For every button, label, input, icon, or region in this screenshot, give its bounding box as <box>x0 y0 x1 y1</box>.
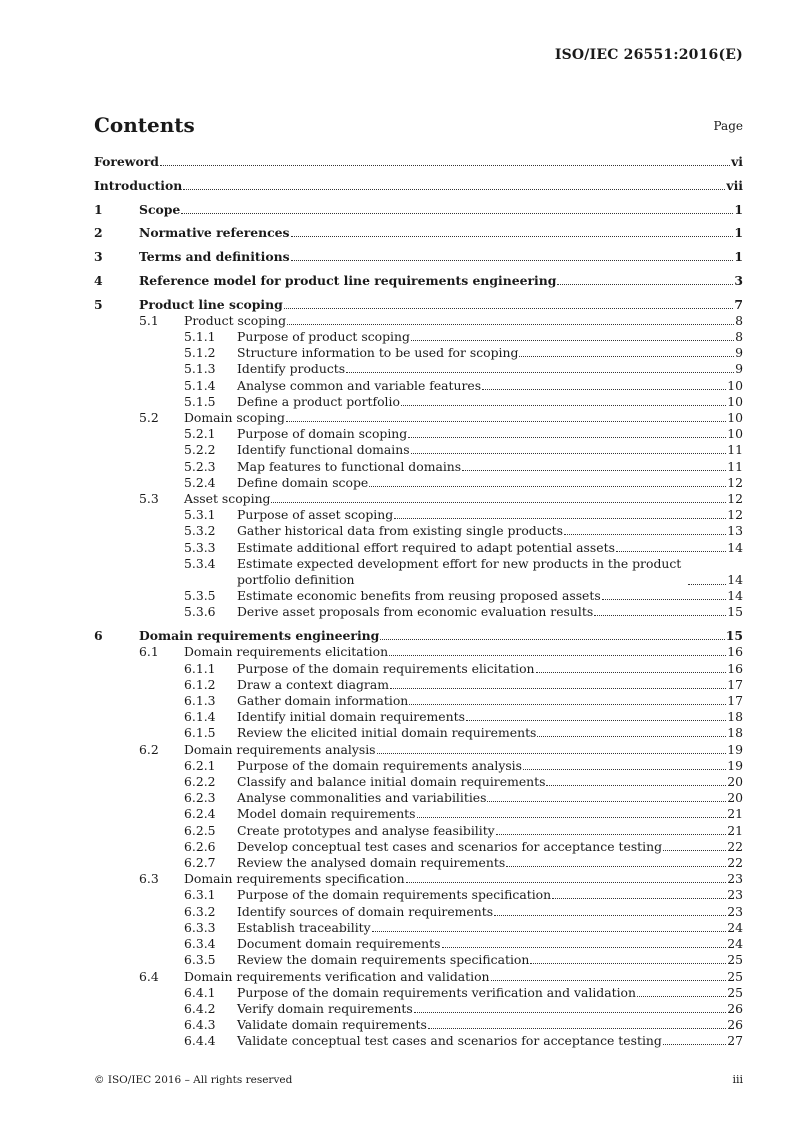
toc-entry[interactable] <box>94 523 743 539</box>
toc-entry-number: 6.1 <box>139 644 159 660</box>
toc-entry-number: 6.2.4 <box>184 806 216 822</box>
toc-spacer <box>94 194 743 202</box>
toc-entry-page: 10 <box>727 393 743 409</box>
toc-dot-leader <box>372 931 727 932</box>
toc-entry-number: 5.2.2 <box>184 442 216 458</box>
toc-entry-number: 6.3.4 <box>184 936 216 952</box>
toc-entry[interactable] <box>94 361 743 377</box>
toc-entry-number: 6.4.2 <box>184 1000 216 1016</box>
toc-entry-title: Product line scoping <box>139 296 283 312</box>
toc-entry[interactable] <box>94 709 743 725</box>
toc-entry[interactable] <box>94 871 743 887</box>
toc-entry-title: Identify initial domain requirements <box>237 709 465 725</box>
toc-entry-title: Create prototypes and analyse feasibility <box>237 822 495 838</box>
toc-entry-page: 20 <box>727 790 743 806</box>
toc-spacer <box>94 621 743 629</box>
toc-entry-page: 18 <box>727 725 743 741</box>
toc-dot-leader <box>594 615 726 616</box>
toc-entry[interactable] <box>94 507 743 523</box>
toc-entry[interactable] <box>94 1017 743 1033</box>
toc-entry[interactable] <box>94 345 743 361</box>
toc-entry-number: 2 <box>94 225 103 241</box>
toc-entry[interactable] <box>94 491 743 507</box>
toc-entry-page: 14 <box>727 539 743 555</box>
toc-entry-number: 6.2.7 <box>184 855 216 871</box>
toc-entry-title: Purpose of the domain requirements verification and validation <box>237 984 636 1000</box>
toc-entry-title: Validate conceptual test cases and scenarios for acceptance testing <box>237 1033 662 1049</box>
toc-entry-number: 5.1.1 <box>184 328 216 344</box>
toc-entry[interactable] <box>94 556 743 588</box>
toc-dot-leader <box>462 470 726 471</box>
toc-entry-page: 1 <box>734 249 743 265</box>
toc-entry-page: 15 <box>725 628 743 644</box>
toc-dot-leader <box>389 655 726 656</box>
toc-entry-title: Define a product portfolio <box>237 393 400 409</box>
toc-entry-title: Purpose of domain scoping <box>237 426 408 442</box>
toc-entry-page: 23 <box>727 903 743 919</box>
toc-entry[interactable] <box>94 178 743 194</box>
toc-spacer <box>94 170 743 178</box>
toc-entry-page: 8 <box>735 312 743 328</box>
toc-entry[interactable] <box>94 725 743 741</box>
toc-entry[interactable] <box>94 249 743 265</box>
toc-entry-title: Model domain requirements <box>237 806 416 822</box>
toc-dot-leader <box>491 980 727 981</box>
toc-entry-title: Verify domain requirements <box>237 1000 413 1016</box>
toc-entry-number: 6.3.5 <box>184 952 216 968</box>
toc-entry-number: 3 <box>94 249 103 265</box>
toc-dot-leader <box>602 599 726 600</box>
toc-entry-title: Draw a context diagram <box>237 676 389 692</box>
toc-dot-leader <box>564 534 726 535</box>
toc-dot-leader <box>487 801 726 802</box>
toc-dot-leader <box>637 996 726 997</box>
toc-entry-number: 6.3 <box>139 871 159 887</box>
toc-entry-number: 6.2.1 <box>184 757 216 773</box>
toc-entry-number: 6.4.4 <box>184 1033 216 1049</box>
toc-entry-page: 12 <box>727 474 743 490</box>
contents-heading: Contents <box>94 113 195 137</box>
toc-entry-number: 6.3.2 <box>184 903 216 919</box>
toc-entry[interactable] <box>94 540 743 556</box>
toc-entry-title: Product scoping <box>184 312 287 328</box>
toc-dot-leader <box>663 1044 726 1045</box>
toc-entry-number: 6.1.4 <box>184 709 216 725</box>
toc-entry-number: 5 <box>94 296 103 312</box>
toc-entry[interactable] <box>94 313 743 329</box>
toc-dot-leader <box>401 405 726 406</box>
toc-entry-title: Gather historical data from existing single products <box>237 523 563 539</box>
toc-dot-leader <box>411 453 727 454</box>
toc-dot-leader <box>663 850 726 851</box>
toc-spacer <box>94 265 743 273</box>
toc-entry[interactable] <box>94 442 743 458</box>
toc-entry-title: Identify sources of domain requirements <box>237 903 494 919</box>
toc-entry-number: 6.4 <box>139 968 159 984</box>
toc-entry[interactable] <box>94 952 743 968</box>
toc-entry-title: Purpose of the domain requirements elicitation <box>237 660 535 676</box>
toc-entry[interactable] <box>94 855 743 871</box>
toc-entry-title: Define domain scope <box>237 474 369 490</box>
toc-dot-leader <box>482 389 726 390</box>
toc-dot-leader <box>287 324 734 325</box>
toc-entry[interactable] <box>94 823 743 839</box>
toc-dot-leader <box>408 437 726 438</box>
toc-entry[interactable] <box>94 154 743 170</box>
toc-dot-leader <box>428 1028 726 1029</box>
toc-entry[interactable] <box>94 806 743 822</box>
toc-entry-number: 6.2.3 <box>184 790 216 806</box>
toc-entry-title: Map features to functional domains <box>237 458 462 474</box>
toc-entry-page: 17 <box>727 676 743 692</box>
toc-entry[interactable] <box>94 904 743 920</box>
toc-dot-leader <box>346 372 734 373</box>
toc-entry-title: Domain requirements elicitation <box>184 644 389 660</box>
toc-entry-title: Derive asset proposals from economic evaluation results <box>237 604 594 620</box>
toc-entry-page: 27 <box>727 1033 743 1049</box>
toc-entry-number: 6.2.6 <box>184 838 216 854</box>
toc-dot-leader <box>377 753 727 754</box>
toc-entry-page: 10 <box>727 377 743 393</box>
toc-entry-number: 6.1.1 <box>184 660 216 676</box>
toc-dot-leader <box>557 284 733 285</box>
toc-entry-page: 10 <box>727 410 743 425</box>
toc-dot-leader <box>380 639 724 640</box>
toc-entry-page: 8 <box>735 328 743 344</box>
toc-dot-leader <box>417 817 727 818</box>
standard-identifier: ISO/IEC 26551:2016(E) <box>554 47 743 63</box>
toc-entry-page: 22 <box>727 838 743 854</box>
toc-entry-title: Introduction <box>94 177 183 193</box>
toc-dot-leader <box>496 834 727 835</box>
toc-entry-number: 6 <box>94 628 103 644</box>
toc-entry-title: Structure information to be used for scoping <box>237 345 519 361</box>
toc-entry-title: Purpose of the domain requirements analysis <box>237 757 523 773</box>
toc-entry-page: 20 <box>727 774 743 790</box>
toc-entry-number: 6.2.5 <box>184 822 216 838</box>
toc-entry-title: Estimate additional effort required to adapt potential assets <box>237 539 615 555</box>
toc-entry[interactable] <box>94 297 743 313</box>
toc-entry-title: Domain scoping <box>184 410 285 425</box>
toc-entry[interactable] <box>94 459 743 475</box>
toc-entry-page: 25 <box>727 968 743 984</box>
toc-entry[interactable] <box>94 790 743 806</box>
toc-entry-page: 3 <box>734 272 743 288</box>
toc-entry-page: 21 <box>727 806 743 822</box>
toc-entry[interactable] <box>94 378 743 394</box>
toc-entry-title: Estimate economic benefits from reusing proposed assets <box>237 588 601 604</box>
toc-dot-leader <box>291 260 734 261</box>
toc-entry-page: 10 <box>727 426 743 442</box>
toc-dot-leader <box>291 236 734 237</box>
toc-entry-number: 6.1.3 <box>184 693 216 709</box>
toc-entry-title: Analyse commonalities and variabilities <box>237 790 487 806</box>
toc-entry-page: 24 <box>727 919 743 935</box>
toc-entry-page: 12 <box>727 491 743 507</box>
toc-entry-title: Terms and definitions <box>139 249 290 265</box>
toc-entry-number: 5.3.4 <box>184 555 216 571</box>
toc-entry-page: 16 <box>727 644 743 660</box>
toc-dot-leader <box>506 866 726 867</box>
toc-entry-page: 9 <box>735 345 743 361</box>
toc-entry-number: 5.3.6 <box>184 604 216 620</box>
toc-entry-number: 5.3.2 <box>184 523 216 539</box>
toc-entry-title: Domain requirements specification <box>184 871 405 887</box>
toc-entry-title: Develop conceptual test cases and scenarios for acceptance testing <box>237 838 663 854</box>
toc-entry-page: 15 <box>727 604 743 620</box>
toc-entry-title: Foreword <box>94 154 159 169</box>
toc-dot-leader <box>390 688 726 689</box>
toc-entry[interactable] <box>94 410 743 426</box>
toc-dot-leader <box>183 189 725 190</box>
toc-entry-number: 5.2.4 <box>184 474 216 490</box>
toc-spacer <box>94 241 743 249</box>
toc-entry-number: 6.4.1 <box>184 984 216 1000</box>
toc-entry[interactable] <box>94 1033 743 1049</box>
toc-entry[interactable] <box>94 394 743 410</box>
toc-entry-page: 25 <box>727 984 743 1000</box>
toc-entry[interactable] <box>94 644 743 660</box>
toc-dot-leader <box>271 502 726 503</box>
toc-entry[interactable] <box>94 225 743 241</box>
toc-dot-leader <box>530 963 726 964</box>
toc-dot-leader <box>394 518 726 519</box>
toc-entry-number: 5.2.3 <box>184 458 216 474</box>
toc-entry-page: 24 <box>727 936 743 952</box>
toc-dot-leader <box>546 785 726 786</box>
toc-entry-title: Asset scoping <box>184 491 271 507</box>
table-of-contents <box>94 154 743 1050</box>
toc-entry-title: Estimate expected development effort for new products in the product portfolio definition <box>237 555 682 588</box>
page-number: iii <box>732 1073 743 1086</box>
toc-dot-leader <box>552 898 726 899</box>
toc-entry-page: 19 <box>727 757 743 773</box>
toc-entry[interactable] <box>94 887 743 903</box>
toc-dot-leader <box>160 165 730 166</box>
toc-entry-number: 4 <box>94 272 103 288</box>
toc-entry-title: Domain requirements engineering <box>139 628 380 644</box>
toc-entry-number: 5.1.2 <box>184 345 216 361</box>
toc-entry[interactable] <box>94 329 743 345</box>
toc-entry-number: 6.3.3 <box>184 919 216 935</box>
copyright-notice: © ISO/IEC 2016 – All rights reserved <box>94 1074 293 1086</box>
toc-dot-leader <box>286 421 726 422</box>
toc-entry-title: Validate domain requirements <box>237 1017 427 1033</box>
toc-entry-number: 5.1.4 <box>184 377 216 393</box>
toc-entry-page: 17 <box>727 693 743 709</box>
toc-dot-leader <box>369 486 726 487</box>
toc-entry[interactable] <box>94 677 743 693</box>
toc-entry-number: 1 <box>94 201 103 217</box>
toc-dot-leader <box>406 882 727 883</box>
toc-dot-leader <box>284 308 734 309</box>
toc-entry-number: 5.2.1 <box>184 426 216 442</box>
toc-dot-leader <box>466 720 726 721</box>
toc-entry-number: 5.3.1 <box>184 507 216 523</box>
toc-entry-number: 6.2.2 <box>184 774 216 790</box>
toc-entry-title: Analyse common and variable features <box>237 377 482 393</box>
toc-dot-leader <box>536 672 727 673</box>
toc-spacer <box>94 289 743 297</box>
page-column-label: Page <box>713 119 743 133</box>
toc-entry-number: 5.1 <box>139 312 159 328</box>
toc-entry-title: Document domain requirements <box>237 936 441 952</box>
toc-entry-title: Scope <box>139 201 181 217</box>
toc-entry-page: 7 <box>734 296 743 312</box>
toc-entry-page: 11 <box>727 458 743 474</box>
toc-dot-leader <box>537 736 726 737</box>
toc-dot-leader <box>181 213 733 214</box>
toc-entry-page: 18 <box>727 709 743 725</box>
toc-entry-title: Domain requirements verification and validation <box>184 968 490 984</box>
toc-entry[interactable] <box>94 839 743 855</box>
toc-entry-page: vi <box>731 154 743 169</box>
toc-entry-page: 16 <box>727 660 743 676</box>
toc-entry[interactable] <box>94 774 743 790</box>
toc-spacer <box>94 218 743 226</box>
toc-dot-leader <box>414 1012 726 1013</box>
toc-entry-number: 5.3 <box>139 491 159 507</box>
toc-entry-page: 26 <box>727 1017 743 1033</box>
toc-entry-page: 1 <box>734 225 743 241</box>
toc-entry-number: 6.4.3 <box>184 1017 216 1033</box>
toc-entry-number: 5.1.3 <box>184 361 216 377</box>
toc-entry-page: vii <box>726 177 743 193</box>
toc-entry-number: 5.3.5 <box>184 588 216 604</box>
toc-entry-page: 12 <box>727 507 743 523</box>
toc-entry[interactable] <box>94 742 743 758</box>
toc-entry-number: 5.1.5 <box>184 393 216 409</box>
toc-entry[interactable] <box>94 985 743 1001</box>
toc-entry[interactable] <box>94 693 743 709</box>
toc-entry-title: Establish traceability <box>237 919 371 935</box>
toc-entry-page: 13 <box>727 523 743 539</box>
toc-dot-leader <box>494 915 726 916</box>
toc-entry-title: Normative references <box>139 225 290 241</box>
toc-entry-title: Review the analysed domain requirements <box>237 855 506 871</box>
toc-entry-number: 6.1.5 <box>184 725 216 741</box>
toc-entry[interactable] <box>94 588 743 604</box>
toc-entry-title: Purpose of the domain requirements specification <box>237 887 552 903</box>
toc-entry-title: Purpose of asset scoping <box>237 507 394 523</box>
toc-entry[interactable] <box>94 969 743 985</box>
toc-dot-leader <box>409 704 726 705</box>
toc-entry-number: 6.2 <box>139 741 159 757</box>
toc-dot-leader <box>523 769 726 770</box>
toc-entry-page: 25 <box>727 952 743 968</box>
toc-dot-leader <box>519 356 734 357</box>
toc-entry[interactable] <box>94 1001 743 1017</box>
toc-entry[interactable] <box>94 202 743 218</box>
toc-dot-leader <box>688 584 726 585</box>
toc-entry[interactable] <box>94 758 743 774</box>
toc-entry-page: 11 <box>727 442 743 458</box>
toc-entry-title: Classify and balance initial domain requirements <box>237 774 546 790</box>
toc-entry[interactable] <box>94 426 743 442</box>
toc-entry-number: 5.2 <box>139 410 159 425</box>
toc-entry-title: Identify functional domains <box>237 442 410 458</box>
toc-entry-page: 26 <box>727 1000 743 1016</box>
toc-entry-page: 19 <box>727 741 743 757</box>
toc-entry[interactable] <box>94 920 743 936</box>
toc-entry-title: Review the elicited initial domain requirements <box>237 725 537 741</box>
toc-entry-page: 9 <box>735 361 743 377</box>
toc-entry-title: Gather domain information <box>237 693 409 709</box>
toc-entry[interactable] <box>94 936 743 952</box>
toc-entry[interactable] <box>94 475 743 491</box>
toc-entry[interactable] <box>94 661 743 677</box>
toc-entry-number: 6.1.2 <box>184 676 216 692</box>
toc-entry-page: 23 <box>727 871 743 887</box>
toc-entry-page: 14 <box>727 588 743 604</box>
toc-dot-leader <box>411 340 734 341</box>
toc-entry-page: 21 <box>727 822 743 838</box>
toc-entry-page: 14 <box>727 572 743 588</box>
toc-entry[interactable] <box>94 273 743 289</box>
toc-entry-number: 6.3.1 <box>184 887 216 903</box>
toc-entry[interactable] <box>94 604 743 620</box>
toc-dot-leader <box>442 947 727 948</box>
toc-entry-title: Identify products <box>237 361 346 377</box>
toc-entry-title: Review the domain requirements specification <box>237 952 530 968</box>
toc-entry-title: Reference model for product line requirements engineering <box>139 272 557 288</box>
toc-entry-title: Purpose of product scoping <box>237 328 410 344</box>
toc-entry[interactable] <box>94 628 743 644</box>
toc-entry-page: 23 <box>727 887 743 903</box>
toc-entry-number: 5.3.3 <box>184 539 216 555</box>
toc-entry-page: 1 <box>734 201 743 217</box>
toc-entry-title: Domain requirements analysis <box>184 741 376 757</box>
toc-entry-page: 22 <box>727 855 743 871</box>
toc-dot-leader <box>616 551 726 552</box>
